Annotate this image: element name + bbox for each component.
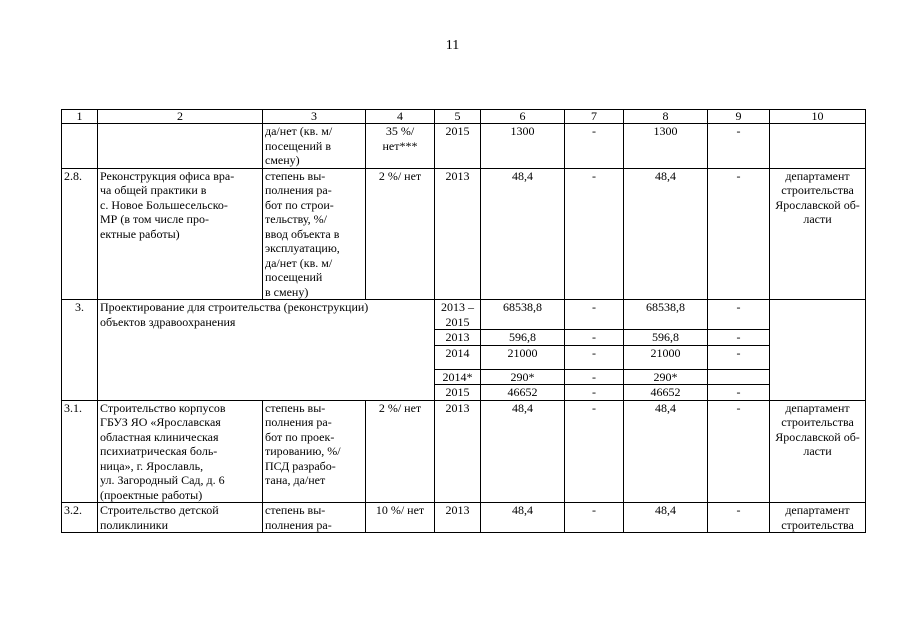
cell-fed: - (565, 168, 624, 300)
column-number-row (62, 110, 866, 124)
cell-reg: 290* (624, 369, 708, 385)
cell-total: 1300 (481, 124, 565, 169)
col-9-header: 9 (708, 110, 770, 124)
program-table (61, 109, 866, 533)
cell-other: - (708, 124, 770, 169)
cell-year: 2013 (435, 330, 481, 346)
cell-name: Строительство детской поликлиники (98, 503, 263, 533)
cell-fed: - (565, 400, 624, 503)
cell-name: Строительство корпусов ГБУЗ ЯО «Ярославская областная клиническая психиатрическая боль- ница», г. Ярославль, ул. Загородный Сад, д. 6 (проектные работы) (98, 400, 263, 503)
cell-other (708, 369, 770, 385)
cell-total: 290* (481, 369, 565, 385)
cell-fed: - (565, 503, 624, 533)
cell-other: - (708, 168, 770, 300)
cell-num: 3. (62, 300, 98, 401)
cell-other: - (708, 400, 770, 503)
cell-indicator: да/нет (кв. м/ посещений в смену) (263, 124, 366, 169)
cell-year: 2014 (435, 345, 481, 369)
cell-num: 2.8. (62, 168, 98, 300)
cell-total: 21000 (481, 345, 565, 369)
cell-fed: - (565, 124, 624, 169)
col-5-header: 5 (435, 110, 481, 124)
cell-num: 3.2. (62, 503, 98, 533)
col-7-header: 7 (565, 110, 624, 124)
cell-reg: 48,4 (624, 400, 708, 503)
cell-total: 596,8 (481, 330, 565, 346)
cell-value: 2 %/ нет (366, 400, 435, 503)
table-row-3 (62, 300, 866, 330)
col-4-header: 4 (366, 110, 435, 124)
cell-reg: 21000 (624, 345, 708, 369)
cell-num: 3.1. (62, 400, 98, 503)
cell-value: 10 %/ нет (366, 503, 435, 533)
cell-indicator: степень вы- полнения ра- бот по строи- тельству, %/ ввод объекта в эксплуатацию, да/нет (кв. м/ посещений в смену) (263, 168, 366, 300)
cell-executor: департамент строительства Ярославской об- ласти (770, 168, 866, 300)
cell-reg: 48,4 (624, 168, 708, 300)
cell-other: - (708, 345, 770, 369)
cell-fed: - (565, 385, 624, 401)
cell-year: 2013 (435, 168, 481, 300)
table-row-2-8 (62, 168, 866, 300)
cell-value: 35 %/ нет*** (366, 124, 435, 169)
cell-indicator: степень вы- полнения ра- (263, 503, 366, 533)
table-row-3-1 (62, 400, 866, 503)
cell-reg: 596,8 (624, 330, 708, 346)
cell-total: 48,4 (481, 503, 565, 533)
cell-year: 2015 (435, 124, 481, 169)
cell-executor (770, 300, 866, 401)
cell-year: 2013 – 2015 (435, 300, 481, 330)
cell-year: 2013 (435, 503, 481, 533)
cell-reg: 48,4 (624, 503, 708, 533)
cell-other: - (708, 300, 770, 330)
cell-indicator: степень вы- полнения ра- бот по проек- тированию, %/ ПСД разрабо- тана, да/нет (263, 400, 366, 503)
cell-reg: 1300 (624, 124, 708, 169)
table-row-continuation (62, 124, 866, 169)
cell-other: - (708, 385, 770, 401)
col-3-header: 3 (263, 110, 366, 124)
col-8-header: 8 (624, 110, 708, 124)
cell-total: 46652 (481, 385, 565, 401)
cell-reg: 46652 (624, 385, 708, 401)
cell-value: 2 %/ нет (366, 168, 435, 300)
cell-name (98, 124, 263, 169)
cell-year: 2015 (435, 385, 481, 401)
cell-total: 48,4 (481, 168, 565, 300)
cell-year: 2013 (435, 400, 481, 503)
cell-executor (770, 124, 866, 169)
col-10-header: 10 (770, 110, 866, 124)
cell-name: Реконструкция офиса вра- ча общей практики в с. Новое Большесельско- МР (в том числе про- ектные работы) (98, 168, 263, 300)
cell-executor: департамент строительства (770, 503, 866, 533)
cell-reg: 68538,8 (624, 300, 708, 330)
page-number: 11 (445, 38, 460, 53)
cell-other: - (708, 503, 770, 533)
table-row-3-2 (62, 503, 866, 533)
cell-num (62, 124, 98, 169)
cell-total: 48,4 (481, 400, 565, 503)
cell-year: 2014* (435, 369, 481, 385)
cell-fed: - (565, 330, 624, 346)
col-6-header: 6 (481, 110, 565, 124)
cell-total: 68538,8 (481, 300, 565, 330)
cell-executor: департамент строительства Ярославской об- ласти (770, 400, 866, 503)
cell-fed: - (565, 345, 624, 369)
col-1-header: 1 (62, 110, 98, 124)
cell-name: Проектирование для строительства (реконструкции) объектов здравоохранения (98, 300, 435, 401)
col-2-header: 2 (98, 110, 263, 124)
cell-fed: - (565, 300, 624, 330)
cell-fed: - (565, 369, 624, 385)
cell-other: - (708, 330, 770, 346)
